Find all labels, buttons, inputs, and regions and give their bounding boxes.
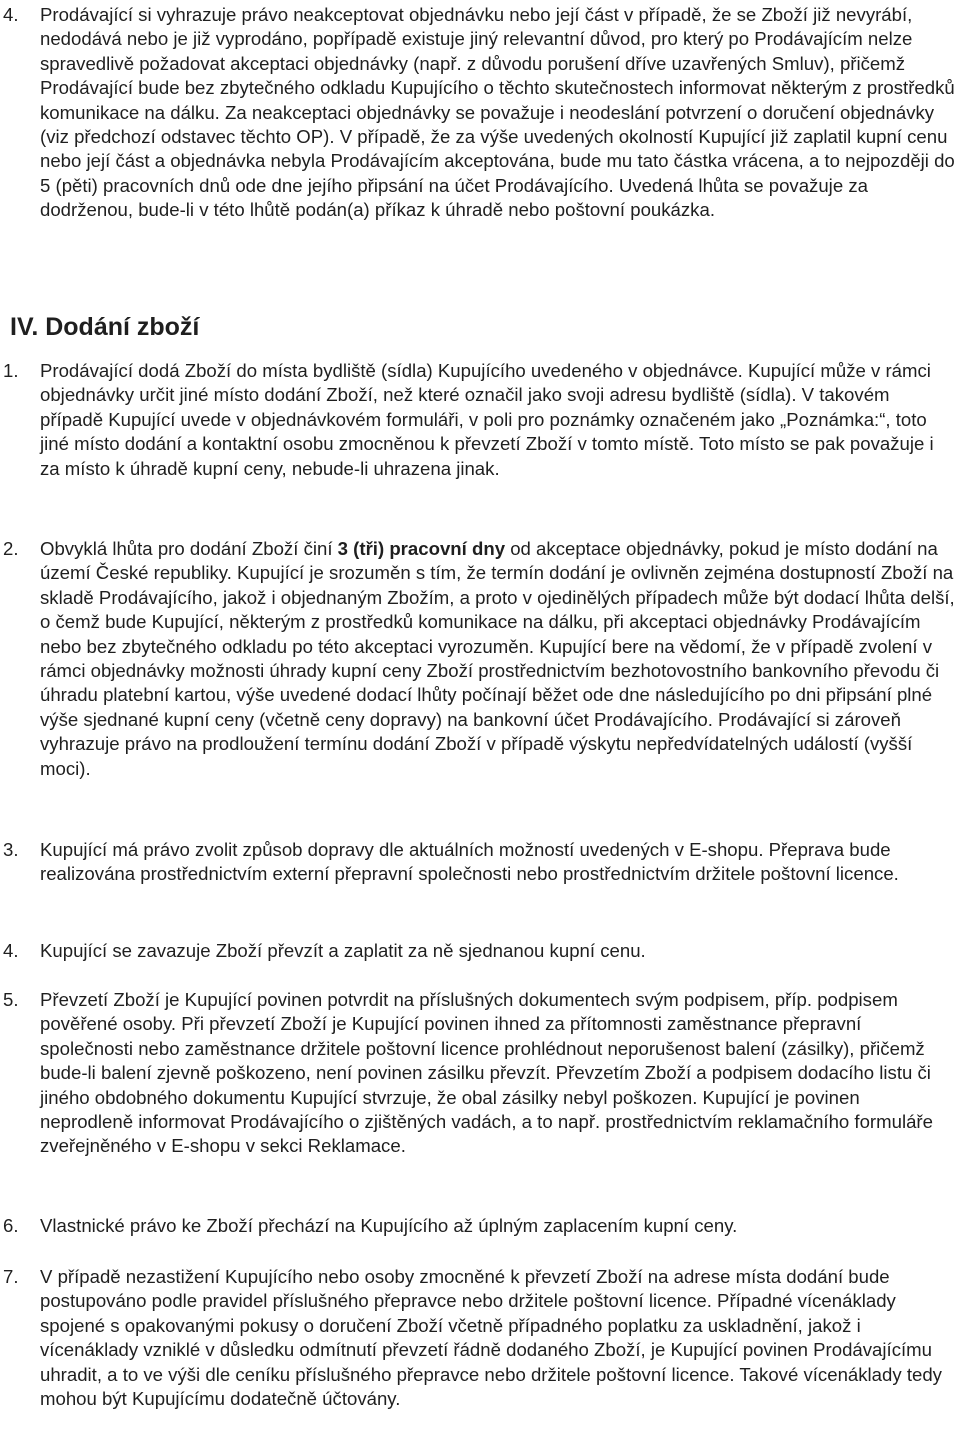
item-text: Prodávající si vyhrazuje právo neakceptovat objednávku nebo její část v případě, že se Zboží již nevyrábí, nedodává nebo je již vyprodáno, popřípadě existuje jiný relevantní důvod, pro který po Prodávajícím nelze spravedlivě požadovat akceptaci objednávky (např. z důvodu porušení dříve uzavřených Smluv), přičemž Prodávající bude bez zbytečného odkladu Kupujícího o těchto skutečnostech informovat některým z prostředků komunikace na dálku. Za neakceptaci objednávky se považuje i neodeslání potvrzení o doručení objednávky (viz předchozí odstavec těchto OP). V případě, že za výše uvedených okolností Kupující již zaplatil kupní cenu nebo její část a objednávka nebyla Prodávajícím akceptována, bude mu tato částka vrácena, a to nejpozději do 5 (pěti) pracovních dnů ode dne jejího připsání na účet Prodávajícího. Uvedená lhůta se považuje za dodrženou, bude-li v této lhůtě podán(a) příkaz k úhradě nebo poštovní poukázka.: [40, 4, 955, 221]
section-item-5: [0, 988, 960, 1159]
item-number: 4.: [3, 940, 19, 961]
item-number: 6.: [3, 1215, 19, 1236]
item-text: Prodávající dodá Zboží do místa bydliště (sídla) Kupujícího uvedeného v objednávce. Kupující může v rámci objednávky určit jiné místo dodání Zboží, než které označil jako svoji adresu bydliště (sídla). V takovém případě Kupující uvede v objednávkovém formuláři, v poli pro poznámky označeném jako „Poznámka:“, toto jiné místo dodání a kontaktní osobu zmocněnou k převzetí Zboží v tomto místě. Toto místo se pak považuje i za místo k úhradě kupní ceny, nebude-li uhrazena jinak.: [40, 360, 934, 479]
item-text: Kupující se zavazuje Zboží převzít a zaplatit za ně sjednanou kupní cenu.: [40, 940, 646, 961]
item-text: V případě nezastižení Kupujícího nebo osoby zmocněné k převzetí Zboží na adrese místa dodání bude postupováno podle pravidel příslušného přepravce nebo držitele poštovní licence. Případné vícenáklady spojené s opakovanými pokusy o doručení Zboží včetně případného poplatku za uskladnění, jakož i vícenáklady vzniklé v důsledku odmítnutí převzetí řádně dodaného Zboží, je Kupující povinen Prodávajícímu uhradit, a to ve výši dle ceníku příslušného přepravce nebo držitele poštovní licence. Takové vícenáklady tedy mohou být Kupujícímu dodatečně účtovány.: [40, 1266, 942, 1410]
item-number: 4.: [3, 4, 19, 25]
section-heading: IV. Dodání zboží: [10, 313, 200, 341]
section-item-6: [0, 1214, 960, 1238]
item-number: 1.: [3, 360, 19, 381]
section-item-4: [0, 939, 960, 963]
section-item-1: [0, 359, 960, 481]
item-text: Vlastnické právo ke Zboží přechází na Kupujícího až úplným zaplacením kupní ceny.: [40, 1215, 738, 1236]
item-text-bold: 3 (tři) pracovní dny: [337, 538, 506, 559]
item-number: 5.: [3, 989, 19, 1010]
section-item-2: [0, 537, 960, 781]
section-item-7: [0, 1265, 960, 1411]
item-text: Převzetí Zboží je Kupující povinen potvrdit na příslušných dokumentech svým podpisem, příp. podpisem pověřené osoby. Při převzetí Zboží je Kupující povinen ihned za přítomnosti zaměstnance přepravní společnosti nebo zaměstnance držitele poštovní licence prohlédnout neporušenost balení (zásilky), přičemž bude-li balení zjevně poškozeno, není povinen zásilku převzít. Převzetím Zboží a podpisem dodacího listu či jiného obdobného dokumentu Kupující stvrzuje, že obal zásilky nebyl poškozen. Kupující je povinen neprodleně informovat Prodávajícího o zjištěných vadách, a to např. prostřednictvím reklamačního formuláře zveřejněného v E-shopu v sekci Reklamace.: [40, 989, 933, 1157]
item-number: 3.: [3, 839, 19, 860]
item-number: 2.: [3, 538, 19, 559]
item-number: 7.: [3, 1266, 19, 1287]
item-text-before: Obvyklá lhůta pro dodání Zboží činí: [40, 538, 338, 559]
item-text-after: od akceptace objednávky, pokud je místo dodání na území České republiky. Kupující je srozuměn s tím, že termín dodání je ovlivněn zejména dostupností Zboží na skladě Prodávajícího, jakož i objednaným Zbožím, a proto v ojedinělých případech může být dodací lhůta delší, o čemž bude Kupující, některým z prostředků komunikace na dálku, při akceptaci objednávky Prodávajícím nebo bez zbytečného odkladu po této akceptaci vyrozuměn. Kupující bere na vědomí, že v případě zvolení v rámci objednávky možnosti úhrady kupní ceny Zboží prostřednictvím bezhotovostního bankovního převodu či úhradu platební kartou, výše uvedené dodací lhůty počínají běžet ode dne následujícího po dni připsání plné výše sjednané kupní ceny (včetně ceny dopravy) na bankovní účet Prodávajícího. Prodávající si zároveň vyhrazuje právo na prodloužení termínu dodání Zboží v případě výskytu nepředvídatelných událostí (vyšší moci).: [40, 538, 955, 779]
section-item-3: [0, 838, 960, 887]
intro-paragraph-4: [0, 3, 960, 223]
item-text: Kupující má právo zvolit způsob dopravy dle aktuálních možností uvedených v E-shopu. Přeprava bude realizována prostřednictvím externí přepravní společnosti nebo prostřednictvím držitele poštovní licence.: [40, 839, 899, 885]
